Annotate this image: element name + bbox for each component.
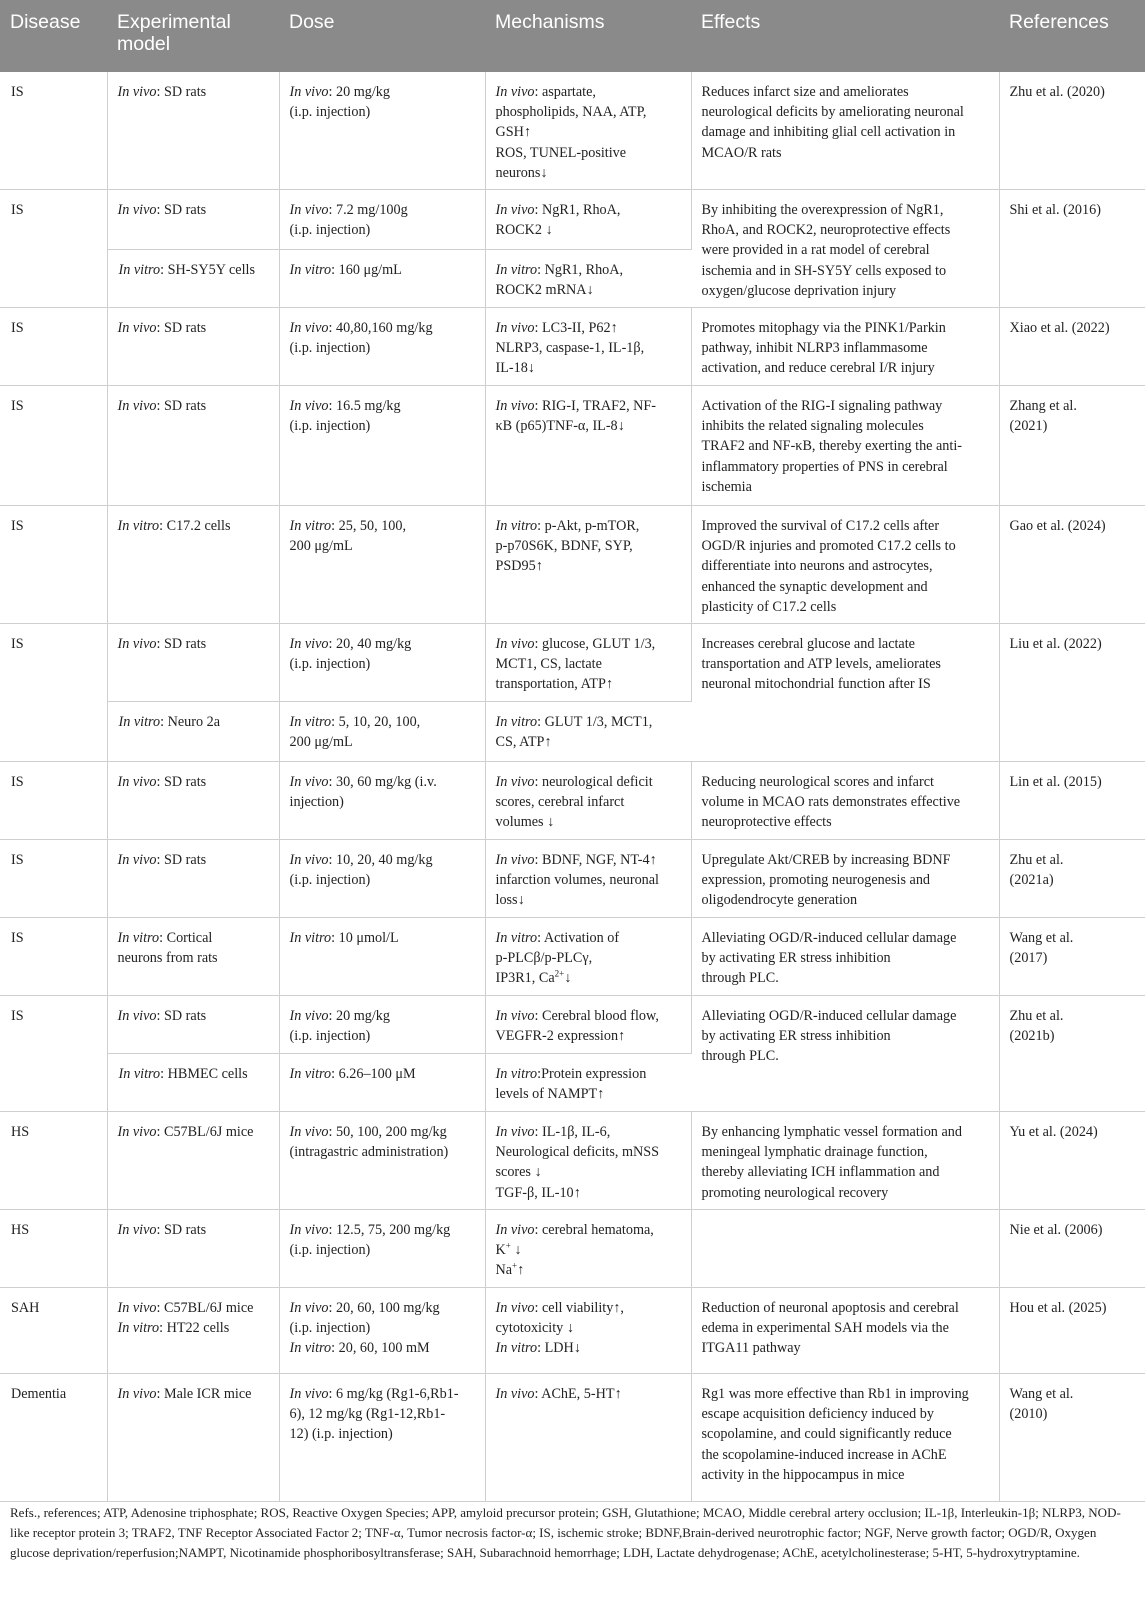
cell-references: Nie et al. (2006) [999,1210,1145,1288]
cell-dose: In vivo: 20 mg/kg (i.p. injection) [279,72,485,190]
table-row [0,918,1145,996]
cell-dose: In vivo: 50, 100, 200 mg/kg (intragastric administration) [279,1112,485,1210]
cell-effects: Upregulate Akt/CREB by increasing BDNF expression, promoting neurogenesis and oligodendrocyte generation [691,840,999,918]
cell-experimental-model: In vivo: C57BL/6J mice [107,1112,279,1210]
cell-experimental-model: In vitro: Neuro 2a [107,702,279,762]
table-row [0,1288,1145,1374]
cell-experimental-model: In vivo: SD rats [107,996,279,1054]
cell-effects: Reducing neurological scores and infarct volume in MCAO rats demonstrates effective neuroprotective effects [691,762,999,840]
header-experimental-model: Experimental model [107,0,279,72]
cell-effects: Promotes mitophagy via the PINK1/Parkin pathway, inhibit NLRP3 inflammasome activation, and reduce cerebral I/R injury [691,308,999,386]
cell-effects: Alleviating OGD/R-induced cellular damage by activating ER stress inhibition through PLC. [691,996,999,1112]
footnote: Refs., references; ATP, Adenosine triphosphate; ROS, Reactive Oxygen Species; APP, amyloid precursor protein; GSH, Glutathione; MCAO, Middle cerebral artery occlusion; IL-1β, Interleukin-1β; NLRP3, NOD-like receptor protein 3; TRAF2, TNF Receptor Associated Factor 2; TNF-α, Tumor necrosis factor-α; IS, ischemic stroke; BDNF,Brain-derived neurotrophic factor; NGF, Nerve growth factor; OGD/R, Oxygen glucose deprivation/reperfusion;NAMPT, Nicotinamide phosphoribosyltransferase; SAH, Subarachnoid hemorrhage; LDH, Lactate dehydrogenase; AChE, acetylcholinesterase; 5-HT, 5-hydroxytryptamine. [10,1505,1121,1561]
cell-mechanisms: In vivo: IL-1β, IL-6, Neurological deficits, mNSS scores ↓ TGF-β, IL-10↑ [485,1112,691,1210]
cell-experimental-model: In vitro: C17.2 cells [107,506,279,624]
table-row [0,386,1145,506]
cell-disease: IS [0,386,107,506]
cell-experimental-model: In vivo: Male ICR mice [107,1374,279,1502]
cell-disease: IS [0,762,107,840]
cell-mechanisms: In vivo: aspartate, phospholipids, NAA, ATP, GSH↑ ROS, TUNEL-positive neurons↓ [485,72,691,190]
cell-references: Wang et al. (2010) [999,1374,1145,1502]
cell-disease: IS [0,840,107,918]
cell-disease: IS [0,996,107,1112]
cell-effects: Increases cerebral glucose and lactate transportation and ATP levels, ameliorates neuronal mitochondrial function after IS [691,624,999,762]
table-row [0,1374,1145,1502]
header-dose: Dose [279,0,485,72]
cell-mechanisms: In vivo: BDNF, NGF, NT-4↑ infarction volumes, neuronal loss↓ [485,840,691,918]
cell-dose: In vitro: 5, 10, 20, 100, 200 μg/mL [279,702,485,762]
cell-experimental-model: In vivo: SD rats [107,386,279,506]
cell-experimental-model: In vivo: SD rats [107,624,279,702]
cell-dose: In vivo: 30, 60 mg/kg (i.v. injection) [279,762,485,840]
cell-disease: IS [0,72,107,190]
cell-references: Hou et al. (2025) [999,1288,1145,1374]
cell-experimental-model: In vivo: SD rats [107,762,279,840]
cell-references: Wang et al. (2017) [999,918,1145,996]
cell-experimental-model: In vivo: SD rats [107,72,279,190]
cell-mechanisms: In vivo: Cerebral blood flow, VEGFR-2 expression↑ [485,996,691,1054]
cell-references: Liu et al. (2022) [999,624,1145,762]
cell-disease: IS [0,918,107,996]
cell-disease: HS [0,1210,107,1288]
cell-dose: In vivo: 12.5, 75, 200 mg/kg (i.p. injection) [279,1210,485,1288]
table-body [0,72,1145,1502]
header-references: References [999,0,1145,72]
table-row [0,1112,1145,1210]
table-row [0,190,1145,250]
cell-mechanisms: In vitro: p-Akt, p-mTOR, p-p70S6K, BDNF, SYP, PSD95↑ [485,506,691,624]
cell-effects: Rg1 was more effective than Rb1 in improving escape acquisition deficiency induced by scopolamine, and could significantly reduce the scopolamine-induced increase in AChE activity in the hippocampus in mice [691,1374,999,1502]
cell-references: Zhu et al. (2020) [999,72,1145,190]
cell-effects: Activation of the RIG-I signaling pathway inhibits the related signaling molecules TRAF2 and NF-κB, thereby exerting the anti- inflammatory properties of PNS in cerebral ischemia [691,386,999,506]
cell-mechanisms: In vivo: AChE, 5-HT↑ [485,1374,691,1502]
table-row [0,506,1145,624]
cell-dose: In vivo: 10, 20, 40 mg/kg (i.p. injection) [279,840,485,918]
cell-mechanisms: In vivo: LC3-II, P62↑ NLRP3, caspase-1, IL-1β, IL-18↓ [485,308,691,386]
cell-references: Xiao et al. (2022) [999,308,1145,386]
cell-dose: In vivo: 16.5 mg/kg (i.p. injection) [279,386,485,506]
cell-references: Shi et al. (2016) [999,190,1145,308]
header-disease: Disease [0,0,107,72]
cell-experimental-model: In vivo: C57BL/6J mice In vitro: HT22 cells [107,1288,279,1374]
cell-experimental-model: In vivo: SD rats [107,190,279,250]
cell-mechanisms: In vivo: cerebral hematoma, K+ ↓ Na+↑ [485,1210,691,1288]
table-row [0,996,1145,1054]
cell-mechanisms: In vivo: glucose, GLUT 1/3, MCT1, CS, lactate transportation, ATP↑ [485,624,691,702]
header-mechanisms: Mechanisms [485,0,691,72]
cell-dose: In vivo: 7.2 mg/100g (i.p. injection) [279,190,485,250]
table-row [0,308,1145,386]
cell-experimental-model: In vitro: Cortical neurons from rats [107,918,279,996]
cell-dose: In vitro: 10 μmol/L [279,918,485,996]
cell-mechanisms: In vitro: NgR1, RhoA, ROCK2 mRNA↓ [485,250,691,308]
cell-disease: IS [0,506,107,624]
header-row [0,0,1145,72]
cell-dose: In vivo: 20, 60, 100 mg/kg (i.p. injection) In vitro: 20, 60, 100 mM [279,1288,485,1374]
cell-effects: Improved the survival of C17.2 cells after OGD/R injuries and promoted C17.2 cells to differentiate into neurons and astrocytes, enhanced the synaptic development and plasticity of C17.2 cells [691,506,999,624]
cell-dose: In vitro: 160 μg/mL [279,250,485,308]
cell-disease: IS [0,190,107,308]
cell-references: Zhu et al. (2021a) [999,840,1145,918]
cell-disease: IS [0,308,107,386]
cell-references: Zhang et al. (2021) [999,386,1145,506]
cell-experimental-model: In vivo: SD rats [107,1210,279,1288]
cell-disease: HS [0,1112,107,1210]
table-row [0,762,1145,840]
cell-disease: IS [0,624,107,762]
cell-references: Lin et al. (2015) [999,762,1145,840]
cell-references: Yu et al. (2024) [999,1112,1145,1210]
cell-mechanisms: In vivo: neurological deficit scores, cerebral infarct volumes ↓ [485,762,691,840]
cell-effects: By enhancing lymphatic vessel formation and meningeal lymphatic drainage function, thereby alleviating ICH inflammation and promoting neurological recovery [691,1112,999,1210]
cell-experimental-model: In vivo: SD rats [107,840,279,918]
table-row [0,1210,1145,1288]
cell-mechanisms: In vivo: RIG-I, TRAF2, NF- κB (p65)TNF-α, IL-8↓ [485,386,691,506]
cell-disease: Dementia [0,1374,107,1502]
cell-effects: Reduces infarct size and ameliorates neurological deficits by ameliorating neuronal damage and inhibiting glial cell activation in MCAO/R rats [691,72,999,190]
cell-effects: Alleviating OGD/R-induced cellular damage by activating ER stress inhibition through PLC. [691,918,999,996]
cell-dose: In vivo: 40,80,160 mg/kg (i.p. injection) [279,308,485,386]
cell-dose: In vivo: 20, 40 mg/kg (i.p. injection) [279,624,485,702]
cell-effects: By inhibiting the overexpression of NgR1, RhoA, and ROCK2, neuroprotective effects were provided in a rat model of cerebral ischemia and in SH-SY5Y cells exposed to oxygen/glucose deprivation injury [691,190,999,308]
cell-dose: In vivo: 20 mg/kg (i.p. injection) [279,996,485,1054]
cell-effects [691,1210,999,1288]
table-row [0,72,1145,190]
cell-mechanisms: In vivo: cell viability↑, cytotoxicity ↓ In vitro: LDH↓ [485,1288,691,1374]
cell-references: Zhu et al. (2021b) [999,996,1145,1112]
header-effects: Effects [691,0,999,72]
cell-effects: Reduction of neuronal apoptosis and cerebral edema in experimental SAH models via the ITGA11 pathway [691,1288,999,1374]
cell-experimental-model: In vitro: SH-SY5Y cells [107,250,279,308]
cell-dose: In vivo: 6 mg/kg (Rg1-6,Rb1- 6), 12 mg/kg (Rg1-12,Rb1- 12) (i.p. injection) [279,1374,485,1502]
table-row [0,840,1145,918]
cell-disease: SAH [0,1288,107,1374]
cell-mechanisms: In vitro: GLUT 1/3, MCT1, CS, ATP↑ [485,702,691,762]
cell-experimental-model: In vivo: SD rats [107,308,279,386]
cell-dose: In vitro: 25, 50, 100, 200 μg/mL [279,506,485,624]
table-row [0,624,1145,702]
cell-references: Gao et al. (2024) [999,506,1145,624]
cell-experimental-model: In vitro: HBMEC cells [107,1054,279,1112]
cell-mechanisms: In vivo: NgR1, RhoA, ROCK2 ↓ [485,190,691,250]
cell-mechanisms: In vitro: Activation of p-PLCβ/p-PLCγ, IP3R1, $Ca^{2+}↓$ [485,918,691,996]
cell-dose: In vitro: 6.26–100 μM [279,1054,485,1112]
cell-mechanisms: In vitro:Protein expression levels of NAMPT↑ [485,1054,691,1112]
